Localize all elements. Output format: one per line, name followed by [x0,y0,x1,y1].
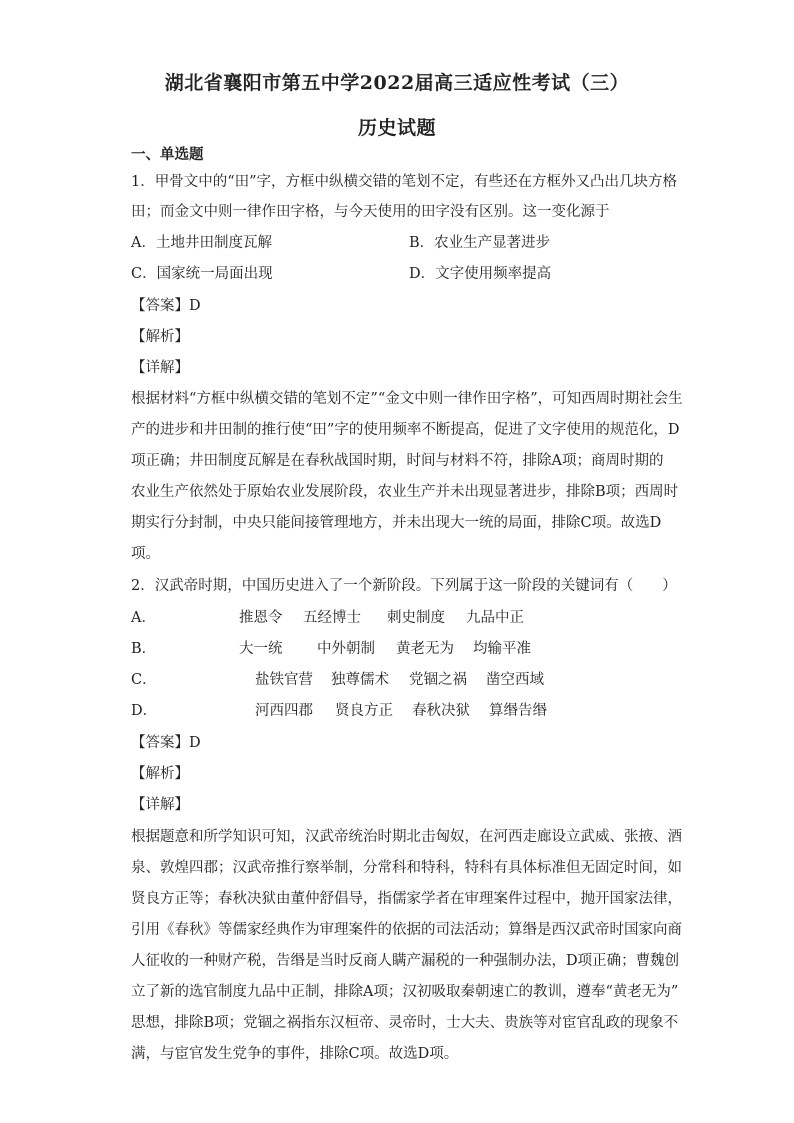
q2-explanation-line: 满，与宦官发生党争的事件，排除C项。故选D项。 [131,1046,459,1062]
q2-option-keyword: 刺史制度 [387,610,445,626]
q2-option-d [131,701,547,721]
q2-explanation-line: 根据题意和所学知识可知，汉武帝统治时期北击匈奴，在河西走廊设立武威、张掖、酒 [131,829,682,845]
q1-explanation-line: 产的进步和井田制的推行使“田”字的使用频率不断提高，促进了文字使用的规范化，D [131,422,680,438]
q1-explanation-line: 项。 [131,546,160,562]
q2-option-keyword: 推恩令 [239,610,283,626]
q2-option-keyword: 盐铁官营 [255,672,313,688]
q1-option-c: C．国家统一局面出现 [131,266,273,282]
q1-answer: 【答案】D [131,298,201,314]
q2-option-keyword: 独尊儒术 [331,672,389,688]
q2-option-letter: C． [131,672,157,688]
q2-option-keyword: 均输平准 [473,641,531,657]
q2-option-keyword: 凿空西域 [486,672,544,688]
q2-explanation-line: 引用《春秋》等儒家经典作为审理案件的依据的司法活动；算缗是西汉武帝时国家向商 [131,922,682,938]
q2-explanation-line: 立了新的选官制度九品中正制，排除A项；汉初吸取秦朝速亡的教训，遵奉“黄老无为” [131,984,679,1000]
q1-explanation-line: 项正确；井田制度瓦解是在春秋战国时期，时间与材料不符，排除A项；商周时期的 [131,453,664,469]
q2-option-keyword: 大一统 [239,641,283,657]
q2-option-keyword: 算缗告缗 [489,703,547,719]
q1-explanation-line: 农业生产依然处于原始农业发展阶段，农业生产并未出现显著进步，排除B项；西周时 [131,484,679,500]
q1-explanation-line: 根据材料“方框中纵横交错的笔划不定”“金文中则一律作田字格”，可知西周时期社会生 [131,391,683,407]
q2-option-keyword: 五经博士 [303,610,361,626]
q1-option-a: A．土地井田制度瓦解 [131,235,272,251]
q2-option-keyword: 河西四郡 [255,703,313,719]
document-subtitle: 历史试题 [357,117,436,139]
section-heading: 一、单选题 [131,146,204,163]
q1-option-b: B．农业生产显著进步 [409,235,551,251]
document-title: 湖北省襄阳市第五中学2022届高三适应性考试（三） [164,72,630,94]
q1-detail-label: 【详解】 [131,360,189,376]
q1-stem-line: 1．甲骨文中的“田”字，方框中纵横交错的笔划不定，有些还在方框外又凸出几块方格 [131,174,678,190]
q2-detail-label: 【详解】 [131,797,189,813]
q2-option-letter: B． [131,641,157,657]
q2-explanation-line: 泉、敦煌四郡；汉武帝推行察举制，分常科和特科，特科有具体标准但无固定时间，如 [131,860,682,876]
q2-option-keyword: 九品中正 [466,610,524,626]
q2-explanation-line: 人征收的一种财产税，告缗是当时反商人瞒产漏税的一种强制办法，D项正确；曹魏创 [131,953,680,969]
q2-option-c [131,670,544,690]
q1-explanation-line: 期实行分封制，中央只能间接管理地方，并未出现大一统的局面，排除C项。故选D [131,515,662,531]
q1-option-d: D．文字使用频率提高 [409,266,552,282]
q2-option-letter: A． [131,610,156,626]
q2-explanation-line: 贤良方正等；春秋决狱由董仲舒倡导，指儒家学者在审理案件过程中，抛开国家法律， [131,891,682,907]
q1-stem-line: 田；而金文中则一律作田字格，与今天使用的田字没有区别。这一变化源于 [131,204,610,220]
q1-analysis-label: 【解析】 [131,329,189,345]
q2-option-keyword: 贤良方正 [335,703,393,719]
q2-option-keyword: 黄老无为 [396,641,454,657]
q2-option-keyword: 春秋决狱 [412,703,470,719]
q2-option-b [131,639,531,659]
q2-answer: 【答案】D [131,735,201,751]
q2-stem: 2．汉武帝时期，中国历史进入了一个新阶段。下列属于这一阶段的关键词有（ ） [131,578,677,594]
q2-explanation-line: 思想，排除B项；党锢之祸指东汉桓帝、灵帝时，士大夫、贵族等对宦官乱政的现象不 [131,1015,679,1031]
q2-option-keyword: 党锢之祸 [409,672,467,688]
q2-option-a [131,608,524,628]
q2-analysis-label: 【解析】 [131,766,189,782]
q2-option-letter: D． [131,703,158,719]
q2-option-keyword: 中外朝制 [317,641,375,657]
